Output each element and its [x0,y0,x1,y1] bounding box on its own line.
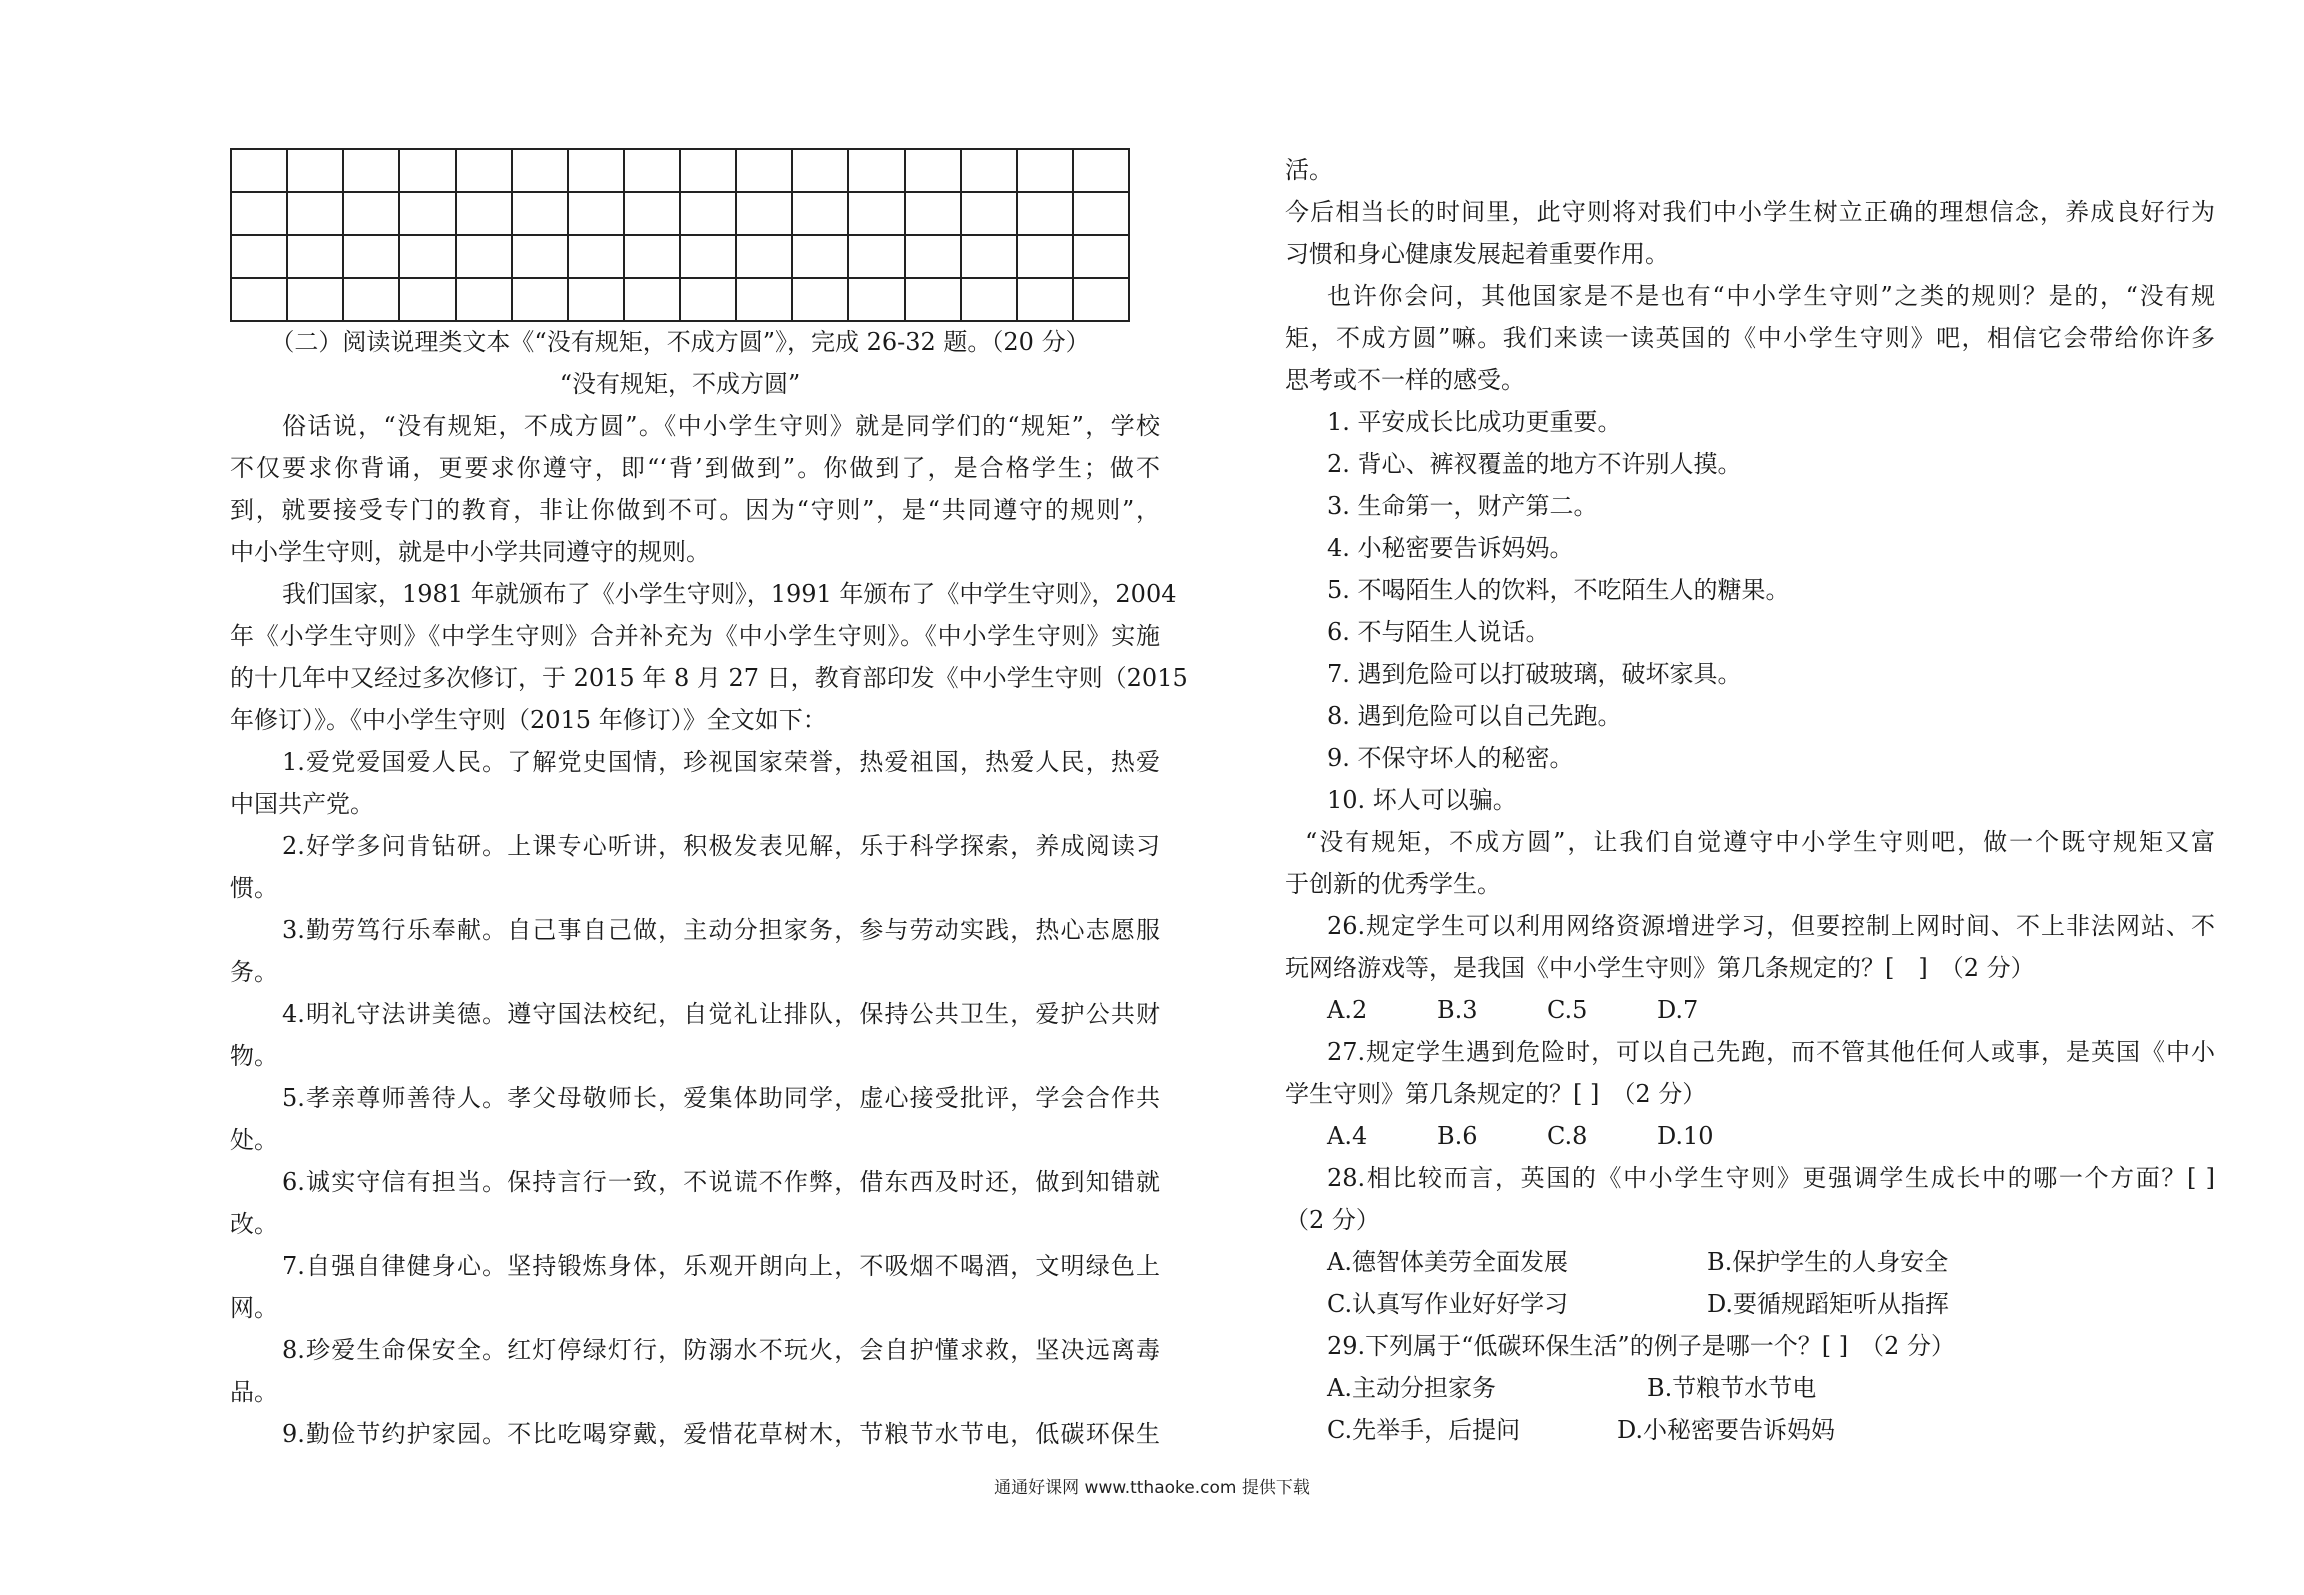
q29-option-c: C.先举手，后提问 [1327,1416,1521,1444]
question-29-line: 29.下列属于“低碳环保生活”的例子是哪一个？[ ] （2 分） [1327,1332,1955,1360]
grid-cell [961,192,1017,235]
grid-cell [624,235,680,278]
q26-option-b: B.3 [1437,996,1478,1024]
q28-option-b: B.保护学生的人身安全 [1707,1248,1949,1276]
paragraph-line: 思考或不一样的感受。 [1285,366,1525,394]
paragraph-line: 于创新的优秀学生。 [1285,870,1501,898]
rule-line: 品。 [230,1378,278,1406]
grid-cell [568,278,624,321]
grid-cell [961,235,1017,278]
paragraph-line: 也许你会问，其他国家是不是也有“中小学生守则”之类的规则？是的，“没有规 [1327,282,2215,310]
grid-cell [848,192,904,235]
grid-cell [512,149,568,192]
grid-cell [231,278,287,321]
paragraph-line: 中小学生守则，就是中小学共同遵守的规则。 [230,538,710,566]
grid-cell [905,278,961,321]
grid-cell [287,235,343,278]
rule-line: 9.勤俭节约护家园。不比吃喝穿戴，爱惜花草树木，节粮节水节电，低碳环保生 [282,1420,1160,1448]
q27-option-d: D.10 [1657,1122,1714,1150]
uk-rule-line: 2. 背心、裤衩覆盖的地方不许别人摸。 [1327,450,1742,478]
uk-rule-line: 8. 遇到危险可以自己先跑。 [1327,702,1622,730]
grid-cell [512,278,568,321]
question-28-line: （2 分） [1285,1206,1380,1234]
grid-cell [456,278,512,321]
rule-line: 网。 [230,1294,278,1322]
q27-option-a: A.4 [1327,1122,1368,1150]
grid-cell [1017,235,1073,278]
grid-cell [512,192,568,235]
grid-cell [624,278,680,321]
rule-line: 4.明礼守法讲美德。遵守国法校纪，自觉礼让排队，保持公共卫生，爱护公共财 [282,1000,1160,1028]
question-27-line: 学生守则》第几条规定的？[ ] （2 分） [1285,1080,1707,1108]
grid-cell [568,235,624,278]
grid-cell [1017,278,1073,321]
grid-cell [848,278,904,321]
uk-rule-line: 1. 平安成长比成功更重要。 [1327,408,1622,436]
uk-rule-line: 10. 坏人可以骗。 [1327,786,1517,814]
q28-option-d: D.要循规蹈矩听从指挥 [1707,1290,1950,1318]
q27-option-b: B.6 [1437,1122,1478,1150]
writing-grid [230,148,1130,322]
footer-credit: 通通好课网 www.tthaoke.com 提供下载 [994,1478,1310,1498]
uk-rule-line: 3. 生命第一，财产第二。 [1327,492,1598,520]
rule-line: 6.诚实守信有担当。保持言行一致，不说谎不作弊，借东西及时还，做到知错就 [282,1168,1160,1196]
grid-cell [792,278,848,321]
grid-cell [343,235,399,278]
q26-option-a: A.2 [1327,996,1368,1024]
paragraph-line: 我们国家，1981 年就颁布了《小学生守则》，1991 年颁布了《中学生守则》，2004 [282,580,1177,608]
rule-line: 8.珍爱生命保安全。红灯停绿灯行，防溺水不玩火，会自护懂求救，坚决远离毒 [282,1336,1160,1364]
grid-cell [399,149,455,192]
grid-row [231,235,1129,278]
paragraph-line: 的十几年中又经过多次修订，于 2015 年 8 月 27 日，教育部印发《中小学生守则（2015 [230,664,1188,692]
article-title: “没有规矩，不成方圆” [559,370,801,398]
grid-cell [287,149,343,192]
grid-cell [231,192,287,235]
paragraph-line: 俗话说，“没有规矩，不成方圆”。《中小学生守则》就是同学们的“规矩”，学校 [282,412,1160,440]
uk-rule-line: 5. 不喝陌生人的饮料，不吃陌生人的糖果。 [1327,576,1790,604]
q28-option-c: C.认真写作业好好学习 [1327,1290,1569,1318]
grid-cell [1073,149,1129,192]
rule-line: 5.孝亲尊师善待人。孝父母敬师长，爱集体助同学，虚心接受批评，学会合作共 [282,1084,1160,1112]
uk-rule-line: 9. 不保守坏人的秘密。 [1327,744,1574,772]
grid-cell [343,192,399,235]
uk-rule-line: 6. 不与陌生人说话。 [1327,618,1550,646]
grid-cell [680,278,736,321]
paragraph-line: 到，就要接受专门的教育，非让你做到不可。因为“守则”，是“共同遵守的规则”， [230,496,1160,524]
q27-option-c: C.8 [1547,1122,1588,1150]
grid-cell [1017,192,1073,235]
grid-cell [736,278,792,321]
uk-rule-line: 7. 遇到危险可以打破玻璃，破坏家具。 [1327,660,1742,688]
grid-cell [1017,149,1073,192]
grid-cell [961,278,1017,321]
paragraph-line: “没有规矩，不成方圆”，让我们自觉遵守中小学生守则吧，做一个既守规矩又富 [1305,828,2215,856]
rule-line: 3.勤劳笃行乐奉献。自己事自己做，主动分担家务，参与劳动实践，热心志愿服 [282,916,1160,944]
grid-cell [568,192,624,235]
grid-cell [736,235,792,278]
grid-cell [456,192,512,235]
rule-line: 7.自强自律健身心。坚持锻炼身体，乐观开朗向上，不吸烟不喝酒，文明绿色上 [282,1252,1160,1280]
grid-cell [512,235,568,278]
question-26-line: 玩网络游戏等，是我国《中小学生守则》第几条规定的？[ ] （2 分） [1285,954,2035,982]
q29-option-d: D.小秘密要告诉妈妈 [1617,1416,1836,1444]
grid-row [231,192,1129,235]
rule-line: 物。 [230,1042,278,1070]
grid-cell [568,149,624,192]
grid-cell [456,235,512,278]
grid-cell [456,149,512,192]
grid-row [231,278,1129,321]
grid-cell [1073,235,1129,278]
paragraph-line: 年《小学生守则》《中学生守则》合并补充为《中小学生守则》。《中小学生守则》实施 [230,622,1160,650]
rule-line: 2.好学多问肯钻研。上课专心听讲，积极发表见解，乐于科学探索，养成阅读习 [282,832,1160,860]
grid-cell [343,149,399,192]
grid-cell [624,192,680,235]
paragraph-line: 活。 [1285,156,1333,184]
grid-cell [848,149,904,192]
grid-cell [287,278,343,321]
grid-row [231,149,1129,192]
grid-cell [961,149,1017,192]
q26-option-c: C.5 [1547,996,1588,1024]
grid-cell [399,278,455,321]
grid-cell [231,235,287,278]
rule-line: 中国共产党。 [230,790,374,818]
grid-cell [399,192,455,235]
q28-option-a: A.德智体美劳全面发展 [1327,1248,1568,1276]
grid-cell [792,192,848,235]
rule-line: 处。 [230,1126,278,1154]
question-26-line: 26.规定学生可以利用网络资源增进学习，但要控制上网时间、不上非法网站、不 [1327,912,2215,940]
grid-cell [680,235,736,278]
grid-cell [231,149,287,192]
uk-rule-line: 4. 小秘密要告诉妈妈。 [1327,534,1574,562]
section-heading: （二）阅读说理类文本《“没有规矩，不成方圆”》，完成 26-32 题。（20 分） [270,328,1090,356]
grid-cell [905,192,961,235]
rule-line: 1.爱党爱国爱人民。了解党史国情，珍视国家荣誉，热爱祖国，热爱人民，热爱 [282,748,1160,776]
q29-option-a: A.主动分担家务 [1327,1374,1496,1402]
q29-option-b: B.节粮节水节电 [1647,1374,1817,1402]
paragraph-line: 今后相当长的时间里，此守则将对我们中小学生树立正确的理想信念，养成良好行为 [1285,198,2215,226]
grid-cell [905,235,961,278]
grid-cell [736,149,792,192]
grid-cell [1073,278,1129,321]
question-28-line: 28.相比较而言，英国的《中小学生守则》更强调学生成长中的哪一个方面？[ ] [1327,1164,2215,1192]
grid-cell [905,149,961,192]
paragraph-line: 年修订）》。《中小学生守则（2015 年修订）》全文如下： [230,706,827,734]
grid-cell [736,192,792,235]
grid-cell [624,149,680,192]
paragraph-line: 不仅要求你背诵，更要求你遵守，即“‘背’到做到”。你做到了，是合格学生；做不 [230,454,1160,482]
rule-line: 改。 [230,1210,278,1238]
question-27-line: 27.规定学生遇到危险时，可以自己先跑，而不管其他任何人或事，是英国《中小 [1327,1038,2215,1066]
paragraph-line: 习惯和身心健康发展起着重要作用。 [1285,240,1669,268]
rule-line: 惯。 [230,874,278,902]
grid-cell [848,235,904,278]
grid-cell [680,149,736,192]
grid-cell [287,192,343,235]
grid-cell [343,278,399,321]
grid-cell [1073,192,1129,235]
grid-cell [399,235,455,278]
rule-line: 务。 [230,958,278,986]
grid-cell [792,149,848,192]
grid-cell [792,235,848,278]
q26-option-d: D.7 [1657,996,1699,1024]
paragraph-line: 矩，不成方圆”嘛。我们来读一读英国的《中小学生守则》吧，相信它会带给你许多 [1285,324,2215,352]
grid-cell [680,192,736,235]
